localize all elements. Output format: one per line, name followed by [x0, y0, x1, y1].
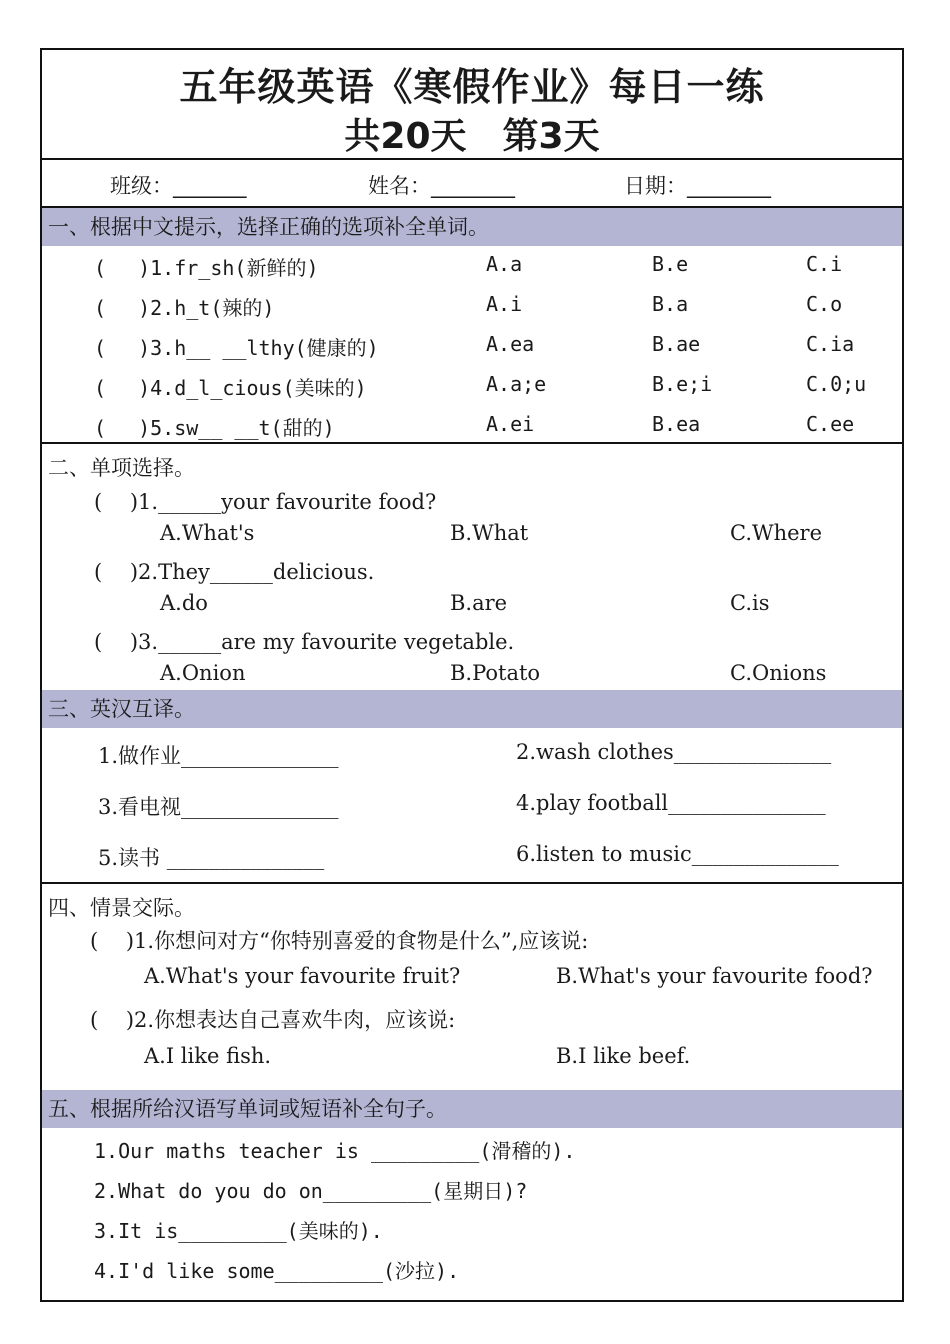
title-box	[42, 50, 902, 160]
s1-question: ( )3.h__ __lthy(健康的)	[94, 336, 379, 360]
s5-sentence[interactable]: 4.I'd like some_________(沙拉).	[94, 1259, 460, 1283]
s2-option-b[interactable]: B.are	[450, 591, 508, 615]
worksheet-subtitle: 共20天 第3天	[344, 116, 600, 157]
section-2-heading: 二、单项选择。	[48, 456, 195, 480]
s2-option-c[interactable]: C.Onions	[730, 661, 827, 685]
s1-option-c[interactable]: C.ee	[806, 412, 855, 436]
s1-option-b[interactable]: B.e;i	[652, 372, 713, 396]
s1-option-c[interactable]: C.0;u	[806, 372, 867, 396]
section-divider	[42, 442, 902, 444]
s4-question: ( )2.你想表达自己喜欢牛肉，应该说:	[90, 1008, 456, 1032]
class-field[interactable]: 班级：_______	[110, 174, 247, 198]
s1-option-a[interactable]: A.a	[486, 252, 523, 276]
s1-question: ( )1.fr_sh(新鲜的)	[94, 256, 319, 280]
s5-sentence[interactable]: 2.What do you do on_________(星期日)?	[94, 1179, 528, 1203]
s5-sentence[interactable]: 3.It is_________(美味的).	[94, 1219, 383, 1243]
s3-item[interactable]: 4.play football_______________	[516, 791, 826, 815]
s3-item[interactable]: 6.listen to music______________	[516, 842, 839, 866]
section-4-heading: 四、情景交际。	[48, 896, 195, 920]
s1-option-c[interactable]: C.i	[806, 252, 843, 276]
s3-item[interactable]: 1.做作业_______________	[98, 744, 339, 768]
s1-option-c[interactable]: C.o	[806, 292, 843, 316]
section-divider	[42, 882, 902, 884]
section-1-heading: 一、根据中文提示，选择正确的选项补全单词。	[42, 208, 902, 246]
s1-option-a[interactable]: A.a;e	[486, 372, 547, 396]
s1-option-b[interactable]: B.e	[652, 252, 689, 276]
worksheet	[40, 48, 904, 1302]
s2-option-c[interactable]: C.Where	[730, 521, 822, 545]
s1-option-a[interactable]: A.ea	[486, 332, 535, 356]
s1-option-c[interactable]: C.ia	[806, 332, 855, 356]
s1-option-b[interactable]: B.ae	[652, 332, 701, 356]
s1-option-a[interactable]: A.ei	[486, 412, 535, 436]
section-3-heading: 三、英汉互译。	[42, 690, 902, 728]
name-field[interactable]: 姓名：________	[368, 174, 515, 198]
worksheet-title: 五年级英语《寒假作业》每日一练	[179, 65, 765, 109]
student-info-row	[42, 158, 902, 208]
s4-option-a[interactable]: A.What's your favourite fruit?	[144, 964, 461, 988]
s4-option-b[interactable]: B.What's your favourite food?	[556, 964, 873, 988]
s1-option-b[interactable]: B.ea	[652, 412, 701, 436]
s2-question: ( )1.______your favourite food?	[94, 490, 437, 514]
s2-option-c[interactable]: C.is	[730, 591, 770, 615]
s5-sentence[interactable]: 1.Our maths teacher is _________(滑稽的).	[94, 1139, 576, 1163]
s2-option-a[interactable]: A.Onion	[160, 661, 246, 685]
s1-option-b[interactable]: B.a	[652, 292, 689, 316]
s3-item[interactable]: 5.读书 _______________	[98, 846, 325, 870]
s2-question: ( )2.They______delicious.	[94, 560, 375, 584]
s2-option-a[interactable]: A.What's	[160, 521, 255, 545]
s4-option-b[interactable]: B.I like beef.	[556, 1044, 691, 1068]
s4-option-a[interactable]: A.I like fish.	[144, 1044, 272, 1068]
s4-question: ( )1.你想问对方“你特别喜爱的食物是什么”,应该说:	[90, 929, 589, 953]
s3-item[interactable]: 3.看电视_______________	[98, 795, 339, 819]
date-field[interactable]: 日期：________	[624, 174, 771, 198]
s2-option-b[interactable]: B.What	[450, 521, 529, 545]
s3-item[interactable]: 2.wash clothes_______________	[516, 740, 832, 764]
s1-question: ( )4.d_l_cious(美味的)	[94, 376, 367, 400]
s2-option-b[interactable]: B.Potato	[450, 661, 541, 685]
s1-question: ( )5.sw__ __t(甜的)	[94, 416, 335, 440]
s1-question: ( )2.h_t(辣的)	[94, 296, 275, 320]
s1-option-a[interactable]: A.i	[486, 292, 523, 316]
section-5-heading: 五、根据所给汉语写单词或短语补全句子。	[42, 1090, 902, 1128]
s2-question: ( )3.______are my favourite vegetable.	[94, 630, 515, 654]
s2-option-a[interactable]: A.do	[160, 591, 208, 615]
